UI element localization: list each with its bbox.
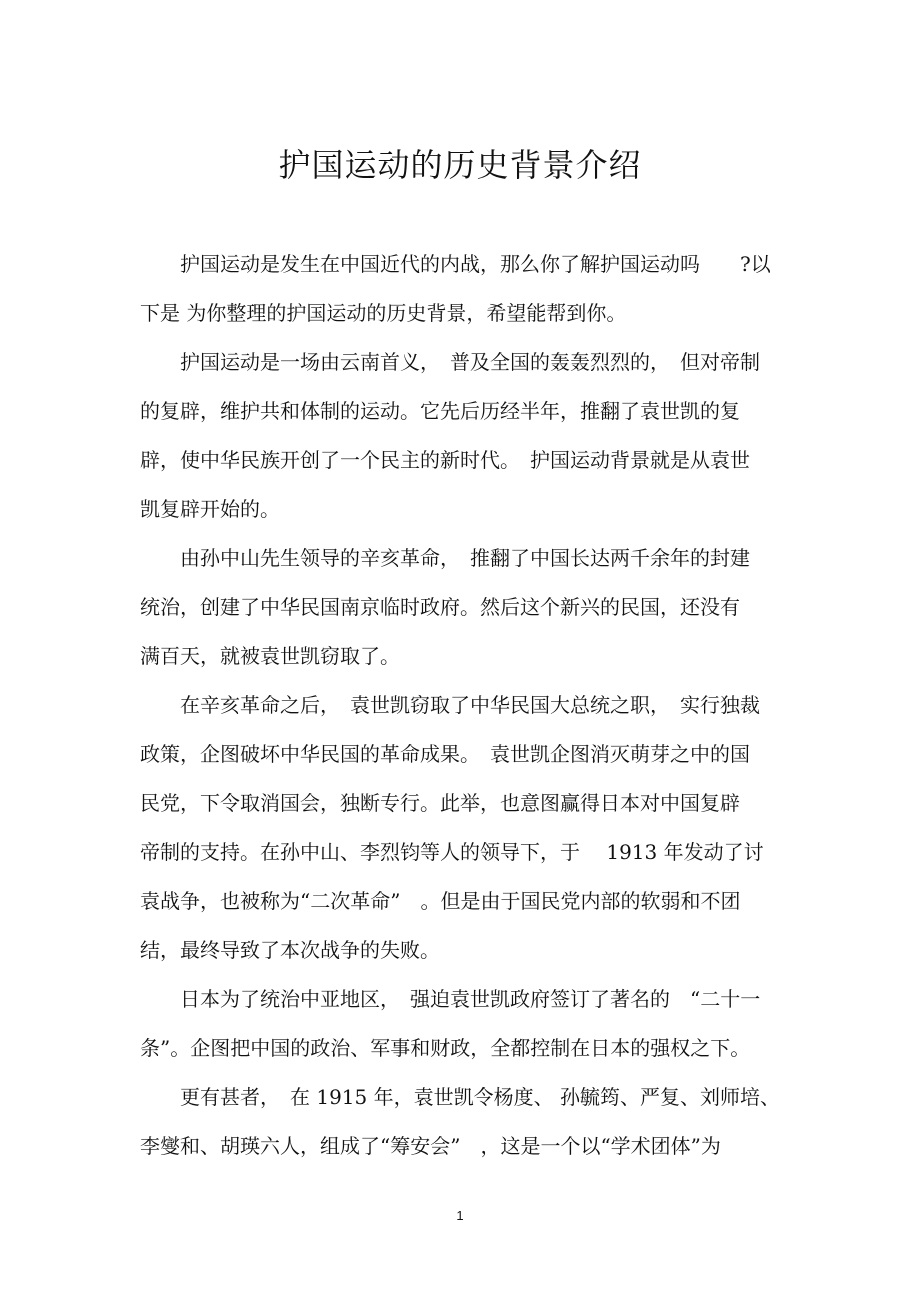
paragraph-6 bbox=[140, 1073, 784, 1171]
paragraph-line: 满百天，就被袁世凯窃取了。 bbox=[140, 644, 400, 668]
paragraph-2 bbox=[140, 338, 784, 534]
paragraph-line: 更有甚者， 在 1915 年，袁世凯令杨度、 孙毓筠、严复、刘师培、 bbox=[180, 1085, 780, 1109]
document-title: 护国运动的历史背景介绍 bbox=[278, 146, 642, 184]
paragraph-line: 民党，下令取消国会，独断专行。此举，也意图赢得日本对中国复辟 bbox=[140, 791, 740, 815]
paragraph-line: 统治，创建了中华民国南京临时政府。然后这个新兴的民国，还没有 bbox=[140, 595, 740, 619]
paragraph-3 bbox=[140, 534, 784, 681]
document-body bbox=[140, 240, 784, 1171]
paragraph-line: 帝制的支持。在孙中山、李烈钧等人的领导下，于 1913 年发动了讨 bbox=[140, 840, 764, 864]
paragraph-line: 凯复辟开始的。 bbox=[140, 497, 280, 521]
paragraph-line: 由孙中山先生领导的辛亥革命， 推翻了中国长达两千余年的封建 bbox=[180, 546, 750, 570]
paragraph-line: 条”。企图把中国的政治、军事和财政，全都控制在日本的强权之下。 bbox=[140, 1036, 751, 1060]
paragraph-1 bbox=[140, 240, 784, 338]
paragraph-line: 李燮和、胡瑛六人，组成了“筹安会” ，这是一个以“学术团体”为 bbox=[140, 1134, 721, 1158]
paragraph-4 bbox=[140, 681, 784, 975]
paragraph-line: 在辛亥革命之后， 袁世凯窃取了中华民国大总统之职， 实行独裁 bbox=[180, 693, 760, 717]
paragraph-line: 下是 为你整理的护国运动的历史背景，希望能帮到你。 bbox=[140, 301, 627, 325]
paragraph-line: 日本为了统治中亚地区， 强迫袁世凯政府签订了著名的 “二十一 bbox=[180, 987, 761, 1011]
paragraph-line: 的复辟，维护共和体制的运动。它先后历经半年，推翻了袁世凯的复 bbox=[140, 399, 740, 423]
paragraph-line: 结，最终导致了本次战争的失败。 bbox=[140, 938, 440, 962]
paragraph-5 bbox=[140, 975, 784, 1073]
paragraph-line: 袁战争，也被称为“二次革命” 。但是由于国民党内部的软弱和不团 bbox=[140, 889, 741, 913]
page-number: 1 bbox=[456, 1208, 464, 1223]
paragraph-line: 护国运动是一场由云南首义， 普及全国的轰轰烈烈的， 但对帝制 bbox=[180, 350, 760, 374]
paragraph-line: 辟，使中华民族开创了一个民主的新时代。 护国运动背景就是从袁世 bbox=[140, 448, 750, 472]
paragraph-line: 政策，企图破坏中华民国的革命成果。 袁世凯企图消灭萌芽之中的国 bbox=[140, 742, 750, 766]
paragraph-line: 护国运动是发生在中国近代的内战，那么你了解护国运动吗 ?以 bbox=[180, 252, 771, 276]
